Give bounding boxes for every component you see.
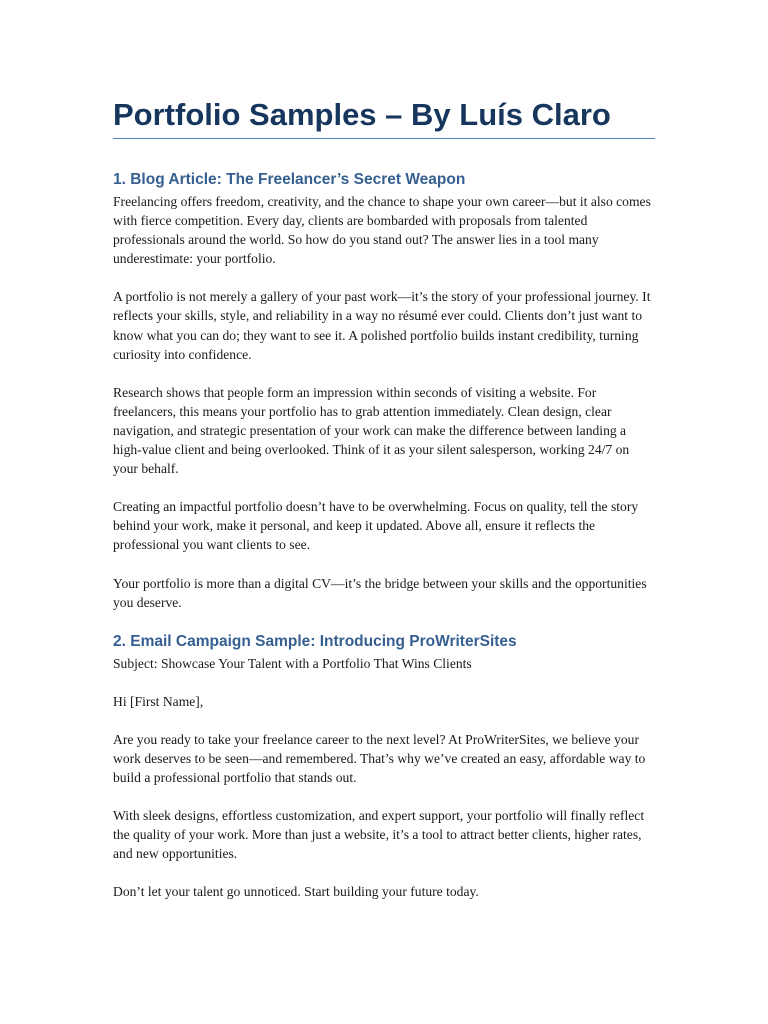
- paragraph: Creating an impactful portfolio doesn’t have to be overwhelming. Focus on quality, tell the story behind your work, make it personal, and keep it updated. Above all, ensure it reflects the professional you want clients to see.: [113, 499, 639, 553]
- document-page: [113, 96, 655, 902]
- section-heading: 2. Email Campaign Sample: Introducing ProWriterSites: [113, 632, 517, 650]
- paragraph: A portfolio is not merely a gallery of your past work—it’s the story of your professional journey. It reflects your skills, style, and reliability in a way no résumé ever could. Clients don’t just want to know what you can do; they want to see it. A polished portfolio builds instant credibility, turning curiosity into confidence.: [113, 289, 651, 362]
- paragraph: Research shows that people form an impression within seconds of visiting a website. For freelancers, this means your portfolio has to grab attention immediately. Clean design, clear navigation, and strategic presentation of your work can make the difference between landing a high-value client and being overlooked. Think of it as your silent salesperson, working 24/7 on your behalf.: [113, 384, 630, 477]
- email-greeting: Hi [First Name],: [113, 693, 204, 709]
- paragraph: Are you ready to take your freelance career to the next level? At ProWriterSites, we believe your work deserves to be seen—and remembered. That’s why we’ve created an easy, affordable way to build a professional portfolio that stands out.: [113, 731, 646, 786]
- section-blog-article: [113, 169, 655, 612]
- paragraph: Your portfolio is more than a digital CV—it’s the bridge between your skills and the opportunities you deserve.: [113, 575, 647, 610]
- section-email-campaign: [113, 631, 655, 902]
- paragraph: Don’t let your talent go unnoticed. Start building your future today.: [113, 884, 479, 900]
- paragraph: With sleek designs, effortless customization, and expert support, your portfolio will finally reflect the quality of your work. More than just a website, it’s a tool to attract better clients, higher rates, and new opportunities.: [113, 808, 645, 862]
- email-subject: Subject: Showcase Your Talent with a Portfolio That Wins Clients: [113, 655, 472, 671]
- section-heading: 1. Blog Article: The Freelancer’s Secret Weapon: [113, 171, 466, 188]
- paragraph: Freelancing offers freedom, creativity, and the chance to shape your own career—but it also comes with fierce competition. Every day, clients are bombarded with proposals from talented professionals around the world. So how do you stand out? The answer lies in a tool many underestimate: your portfolio.: [113, 194, 651, 267]
- document-title: Portfolio Samples – By Luís Claro: [113, 96, 655, 139]
